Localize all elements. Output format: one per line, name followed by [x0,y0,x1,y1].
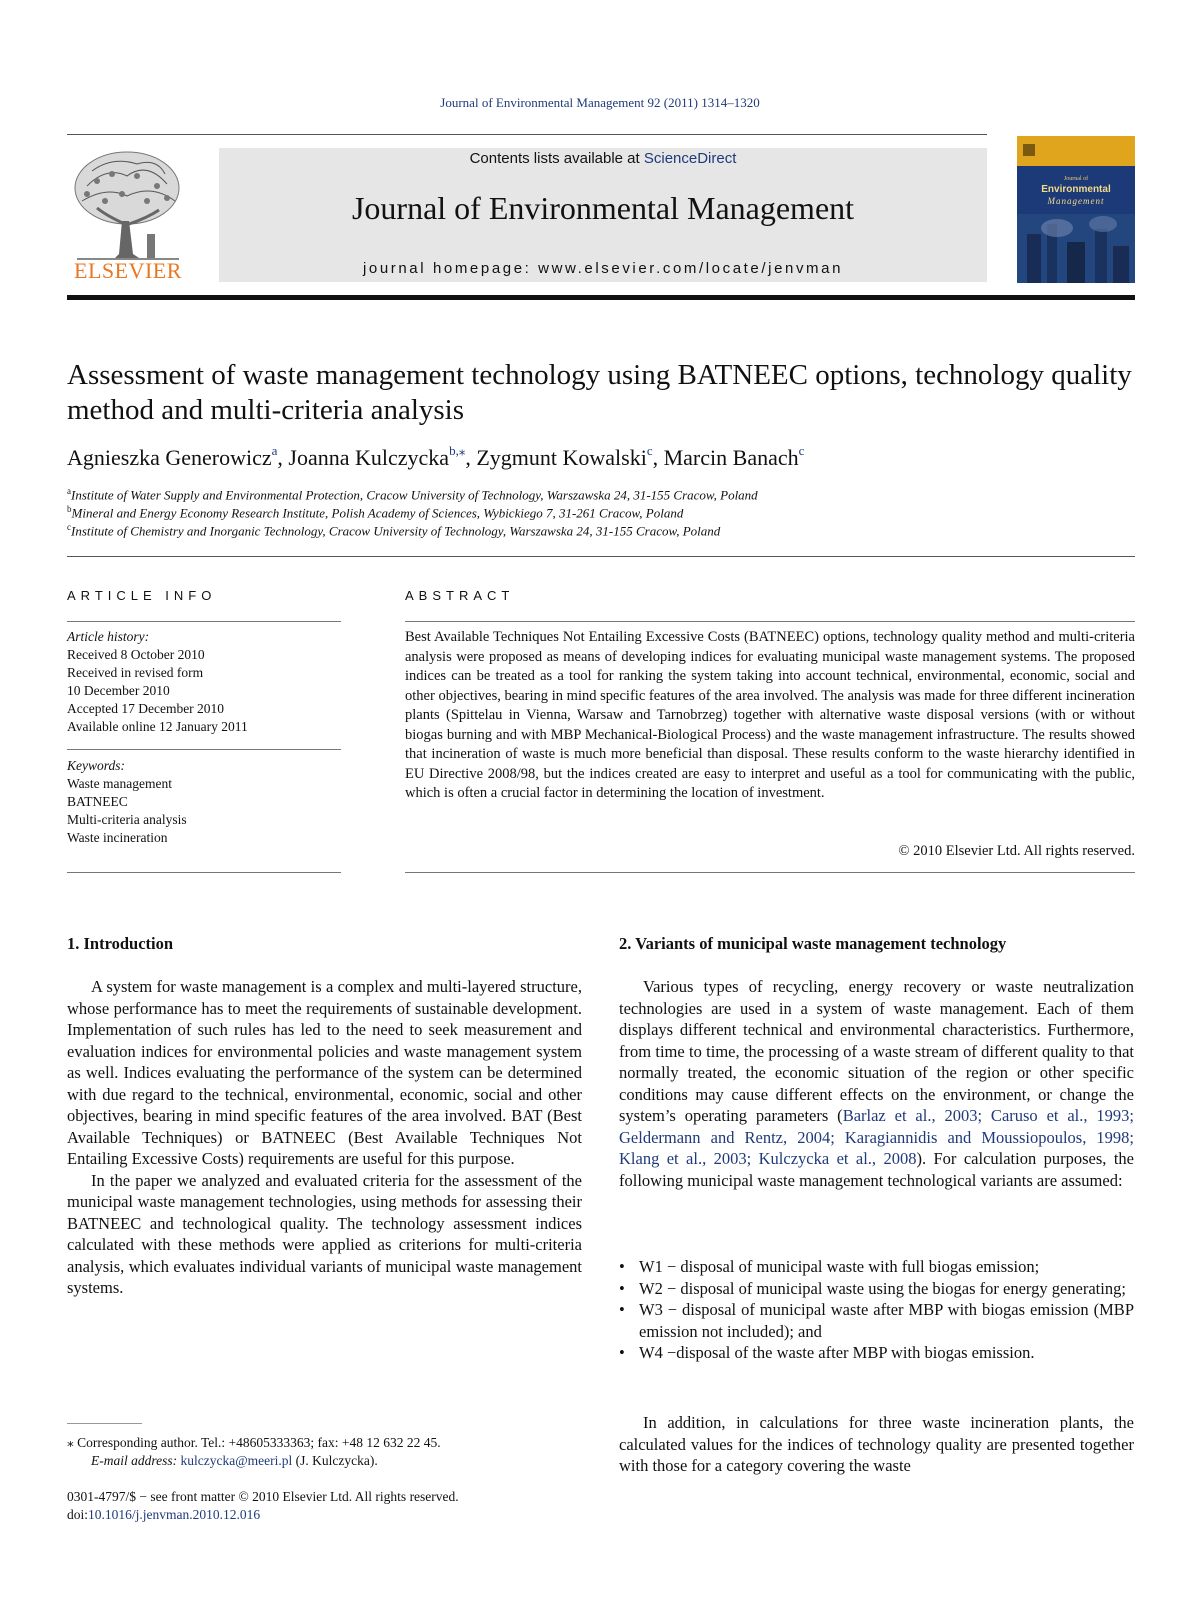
doi-label: doi: [67,1507,89,1522]
list-item-text: W2 − disposal of municipal waste using the biogas for energy generating; [639,1278,1126,1298]
affiliation-b [67,504,1147,521]
publisher-name: ELSEVIER [74,258,182,283]
author-list: Agnieszka Generowicz$^a$, Joanna Kulczycka$^{b,⁎}$, Zygmunt Kowalski$^c$, Marcin Banach$^c$ [67,443,805,470]
corresponding-text: Corresponding author. Tel.: +48605333363; fax: +48 12 632 22 45. [77,1435,441,1450]
list-item-text: W4 −disposal of the waste after MBP with biogas emission. [639,1343,1035,1362]
affiliation-divider [67,556,1135,557]
author-affiliation-mark[interactable]: a [271,443,278,458]
journal-banner [219,148,987,282]
variant-list [619,1256,1134,1364]
cover-publisher-mark [1023,144,1035,156]
paragraph: In addition, in calculations for three waste incineration plants, the calculated values for the indices of technology quality are presented together with those for a category covering the waste [619,1413,1134,1475]
email-label: E-mail address: [91,1453,181,1468]
author-affiliation-mark[interactable]: b,⁎ [449,443,466,458]
bullet-icon: • [619,1343,625,1362]
keyword: Waste management [67,776,172,791]
abstract-copyright: © 2010 Elsevier Ltd. All rights reserved. [898,843,1135,859]
keyword: BATNEEC [67,794,128,809]
issn-line: 0301-4797/$ − see front matter © 2010 Elsevier Ltd. All rights reserved. [67,1489,459,1504]
affiliation-mark: a [67,486,71,496]
abstract-rule [405,621,1135,622]
author-name[interactable]: Zygmunt Kowalski [476,445,647,470]
corresponding-author-note [67,1434,607,1452]
author-affiliation-mark[interactable]: c [798,443,805,458]
affiliation-mark: b [67,504,72,514]
history-item: Accepted 17 December 2010 [67,701,225,716]
cover-title-line1: Journal of [1063,176,1089,182]
email-link[interactable]: kulczycka@meeri.pl [180,1453,293,1468]
introduction-body [67,976,582,1299]
bullet-icon: • [619,1257,625,1276]
journal-homepage[interactable]: journal homepage: www.elsevier.com/locate/jenvman [362,260,844,277]
cover-title-line2: Environmental [1041,184,1111,195]
footnote-rule [67,1423,142,1424]
article-title: Assessment of waste management technology using BATNEEC options, technology quality method and multi-criteria analysis [67,359,1132,426]
keyword: Waste incineration [67,830,168,845]
contents-prefix: Contents lists available at [469,150,644,167]
affiliation-mark: c [67,522,71,532]
variants-paragraph [619,976,1134,1191]
header-thick-rule [67,295,1135,300]
history-label: Article history: [67,629,150,644]
reference-links[interactable]: Barlaz et al., 2003; Caruso et al., 1993; Geldermann and Rentz, 2004; Karagiannidis and Moussiopoulos, 1998; Klang et al., 2003; Kulczycka et al., 2008 [619,1106,1134,1168]
journal-title: Journal of Environmental Management [351,190,855,226]
cover-photo [1017,214,1135,283]
bullet-icon: • [619,1278,625,1298]
affiliation-text: Institute of Chemistry and Inorganic Technology, Cracow University of Technology, Warszawska 24, 31-155 Cracow, Poland [71,523,721,539]
article-info-rule [67,621,341,622]
contents-available-line [219,150,987,167]
history-item: Available online 12 January 2011 [67,719,248,734]
author-name[interactable]: Marcin Banach [663,445,799,470]
affiliation-c [67,522,1147,539]
article-history [67,628,341,736]
journal-citation[interactable]: Journal of Environmental Management 92 (2011) 1314–1320 [440,95,760,110]
list-item [619,1342,1134,1364]
paragraph-text: ). For calculation purposes, the following municipal waste management technological variants are assumed: [619,1149,1134,1190]
paragraph: In the paper we analyzed and evaluated criteria for the assessment of the municipal waste management technologies, using methods for assessing their BATNEEC and technological quality. The technology assessment indices calculated with these methods were applied as criterions for multi-criteria analysis, which evaluates individual variants of municipal waste management systems. [67,1170,582,1297]
sciencedirect-link[interactable]: ScienceDirect [643,150,737,167]
keywords-label: Keywords: [67,758,125,773]
abstract-rule [405,872,1135,873]
paragraph-text: Various types of recycling, energy recovery or waste neutralization technologies are used in a system of waste management. Each of them displays different technical and environmental characteristics. Furthermore, from time to time, the processing of a waste stream of different quality to that normally treated, the economic situation of the region or other specific conditions may cause different effects on the environment, or change the system’s operating parameters ( [619,977,1134,1125]
affiliation-text: Institute of Water Supply and Environmental Protection, Cracow University of Technology, Warszawska 24, 31-155 Cracow, Poland [71,487,758,503]
history-item: Received 8 October 2010 [67,647,205,662]
list-item [619,1278,1134,1300]
header-divider [67,134,987,135]
author-name[interactable]: Agnieszka Generowicz [67,445,272,470]
article-info-rule [67,749,341,750]
author-name[interactable]: Joanna Kulczycka [288,445,450,470]
issn-doi-block [67,1488,607,1524]
list-item [619,1256,1134,1278]
keyword: Multi-criteria analysis [67,812,187,827]
email-line [67,1452,607,1470]
history-item: 10 December 2010 [67,683,170,698]
list-item-text: W3 − disposal of municipal waste after MBP with biogas emission (MBP emission not included); and [639,1300,1134,1341]
bullet-icon: • [619,1300,625,1319]
cover-title-line3: Management [1047,196,1105,206]
history-item: Received in revised form [67,665,204,680]
author-affiliation-mark[interactable]: c [646,443,653,458]
keywords [67,757,341,847]
doi-line [67,1506,607,1524]
email-suffix: (J. Kulczycka). [292,1453,378,1468]
abstract-heading: ABSTRACT [405,588,515,603]
abstract-text: Best Available Techniques Not Entailing Excessive Costs (BATNEEC) options, technology quality method and multi-criteria analysis were proposed as means of developing indices for evaluating municipal waste management systems. The proposed indices can be treated as a tool for ranking the system taking into account technical, environmental, economic, social and other objectives, bearing in mind specific features of the area involved. The analysis was made for three different incineration plants (Spittelau in Vienna, Warsaw and Tarnobrzeg) together with alternative waste disposal versions (with or without biogas burning and with MBP Mechanical-Biological Process) and the waste management infrastructure. The results showed that incineration of waste is much more beneficial than disposal. These results conform to the waste hierarchy identified in EU Directive 2008/98, but the indices created are easy to interpret and useful as a tool for communicating with the public, which is often a crucial factor in determining the location of investment. [405,629,1135,801]
paragraph [619,976,1134,1191]
journal-cover-image [1017,136,1135,283]
section-heading-variants: 2. Variants of municipal waste management technology [619,934,1007,953]
doi-link[interactable]: 10.1016/j.jenvman.2010.12.016 [88,1507,261,1522]
affiliation-text: Mineral and Energy Economy Research Institute, Polish Academy of Sciences, Wybickiego 7, 31-261 Cracow, Poland [71,505,684,521]
list-item-text: W1 − disposal of municipal waste with full biogas emission; [639,1257,1040,1276]
paragraph: A system for waste management is a complex and multi-layered structure, whose performance has to meet the requirements of sustainable development. Implementation of such rules has led to the need to seek measurement and evaluation indices for environmental policies and waste management system as well. Indices evaluating the performance of the system can be determined with due regard to the technical, environmental, economic, social and other objectives, bearing in mind specific features of the area involved. BAT (Best Available Techniques) or BATNEEC (Best Available Techniques Not Entailing Excessive Costs) requirements are useful for this purpose. [67,977,582,1168]
variants-paragraph-2 [619,1412,1134,1477]
footnote [67,1434,607,1470]
article-info-rule [67,872,341,873]
article-info-heading: ARTICLE INFO [67,588,217,603]
list-item [619,1299,1134,1342]
section-heading-introduction: 1. Introduction [67,934,174,953]
affiliation-a [67,486,1147,503]
footnote-star: ⁎ [67,1435,74,1450]
